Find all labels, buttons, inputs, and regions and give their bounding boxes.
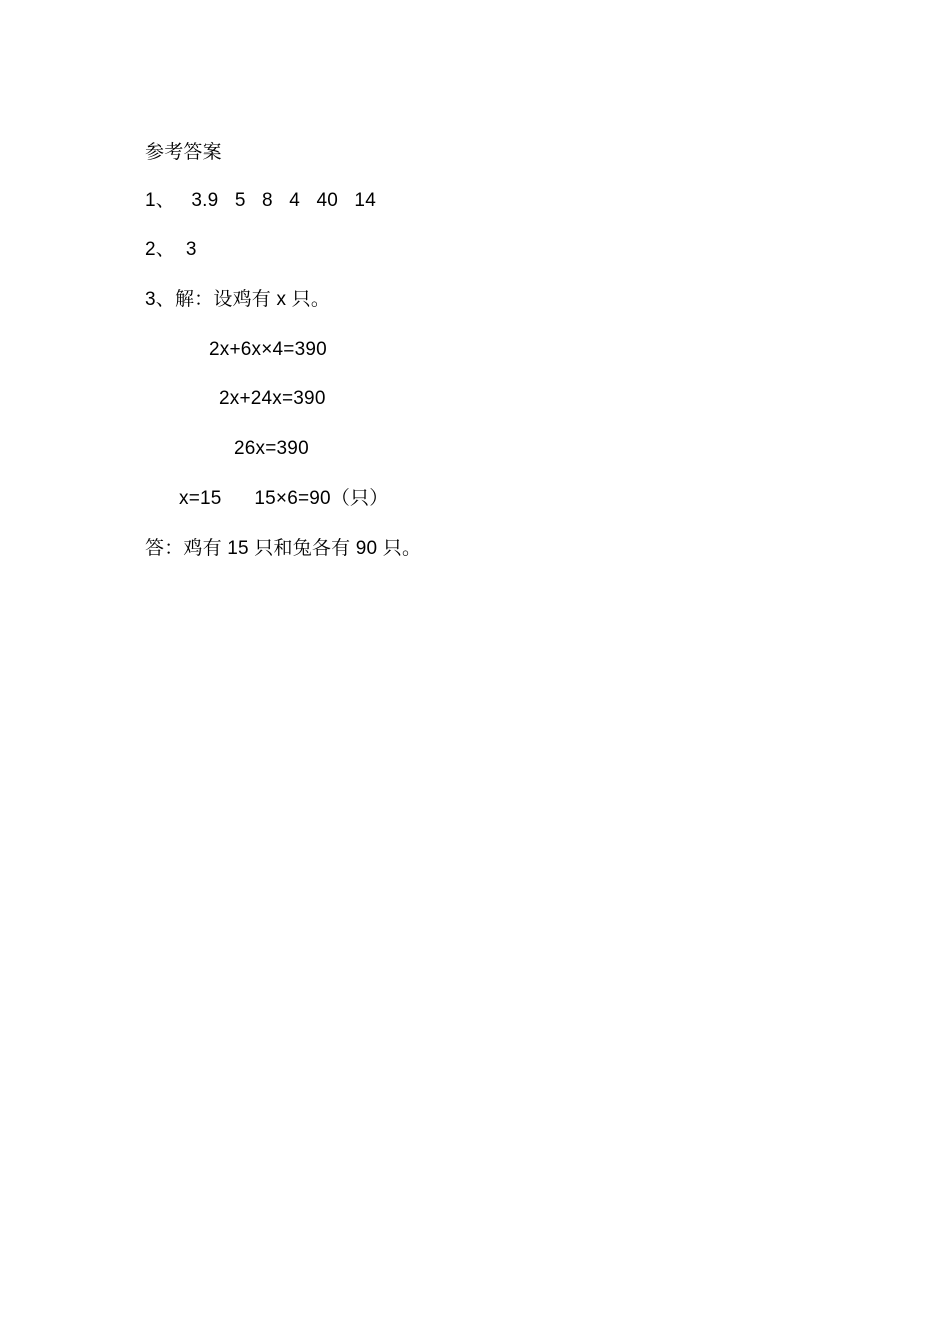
equation-step-4: x=15 15×6=90（只） xyxy=(179,488,389,509)
equation-step-2: 2x+24x=390 xyxy=(219,388,326,409)
final-answer: 答：鸡有 15 只和兔各有 90 只。 xyxy=(145,538,422,559)
answer-key-title: 参考答案 xyxy=(145,141,222,163)
equation-step-3: 26x=390 xyxy=(234,438,309,459)
answer-3-intro: 3、解：设鸡有 x 只。 xyxy=(145,289,331,310)
equation-step-1: 2x+6x×4=390 xyxy=(209,339,327,360)
answer-1: 1、 3.9 5 8 4 40 14 xyxy=(145,190,376,211)
answer-2: 2、 3 xyxy=(145,239,197,260)
